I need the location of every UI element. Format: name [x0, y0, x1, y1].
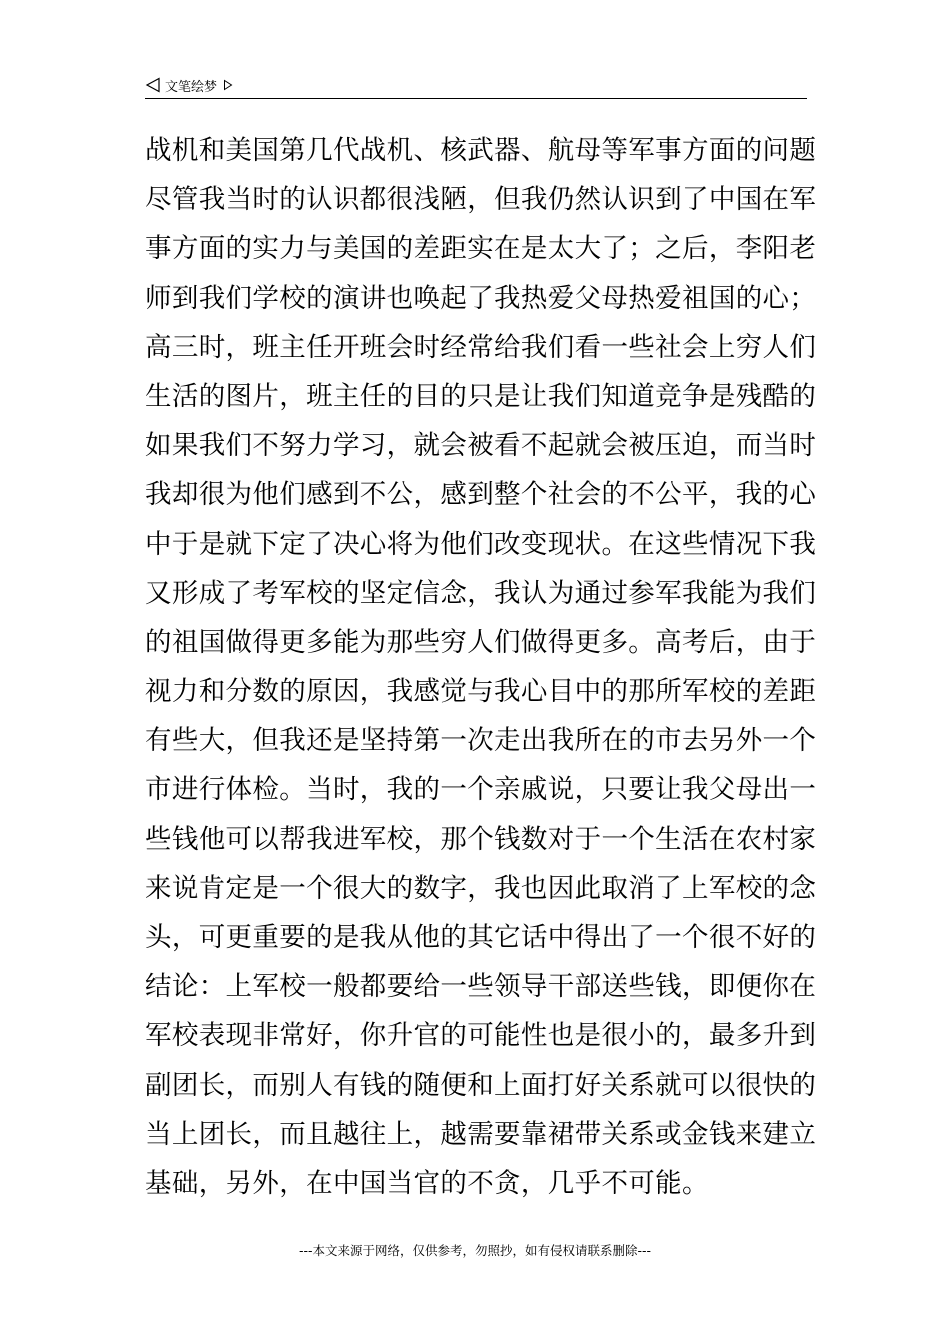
right-triangle-outline-icon — [223, 79, 233, 91]
text-line: 中于是就下定了决心将为他们改变现状。在这些情况下我 — [145, 528, 817, 560]
text-line: 战机和美国第几代战机、核武器、航母等军事方面的问题 — [145, 135, 817, 166]
body-text — [145, 126, 817, 1208]
header-title-row — [145, 74, 233, 96]
text-line: 事方面的实力与美国的差距实在是太大了；之后，李阳老 — [145, 233, 817, 265]
text-line: 当上团长，而且越往上，越需要靠裙带关系或金钱来建立 — [145, 1118, 817, 1150]
text-line: 又形成了考军校的坚定信念，我认为通过参军我能为我们 — [145, 577, 817, 609]
page-header — [145, 74, 807, 99]
text-line: 尽管我当时的认识都很浅陋，但我仍然认识到了中国在军 — [145, 184, 817, 216]
header-title: 文笔绘梦 — [165, 79, 218, 95]
text-line: 师到我们学校的演讲也唤起了我热爱父母热爱祖国的心； — [145, 282, 817, 314]
text-line: 高三时，班主任开班会时经常给我们看一些社会上穷人们 — [145, 331, 817, 363]
text-line: 生活的图片，班主任的目的只是让我们知道竞争是残酷的 — [145, 380, 817, 412]
text-line: 头，可更重要的是我从他的其它话中得出了一个很不好的 — [145, 922, 817, 953]
text-line: 来说肯定是一个很大的数字，我也因此取消了上军校的念 — [145, 872, 817, 904]
text-line: 副团长，而别人有钱的随便和上面打好关系就可以很快的 — [145, 1069, 817, 1101]
text-line: 有些大，但我还是坚持第一次走出我所在的市去另外一个 — [145, 725, 817, 757]
text-line: 视力和分数的原因，我感觉与我心目中的那所军校的差距 — [145, 676, 817, 708]
text-line: 结论：上军校一般都要给一些领导干部送些钱，即便你在 — [145, 971, 817, 1003]
text-line: 军校表现非常好，你升官的可能性也是很小的，最多升到 — [145, 1020, 817, 1052]
footer-disclaimer: ---本文来源于网络，仅供参考，勿照抄，如有侵权请联系删除--- — [298, 1243, 652, 1258]
text-line: 市进行体检。当时，我的一个亲戚说，只要让我父母出一 — [145, 774, 817, 806]
text-line: 基础，另外，在中国当官的不贪，几乎不可能。 — [145, 1167, 709, 1199]
text-line: 些钱他可以帮我进军校，那个钱数对于一个生活在农村家 — [145, 823, 817, 855]
text-line: 如果我们不努力学习，就会被看不起就会被压迫，而当时 — [145, 430, 817, 462]
text-line: 我却很为他们感到不公，感到整个社会的不公平，我的心 — [145, 479, 817, 511]
text-line: 的祖国做得更多能为那些穷人们做得更多。高考后，由于 — [145, 626, 817, 658]
left-triangle-outline-icon — [145, 77, 161, 93]
